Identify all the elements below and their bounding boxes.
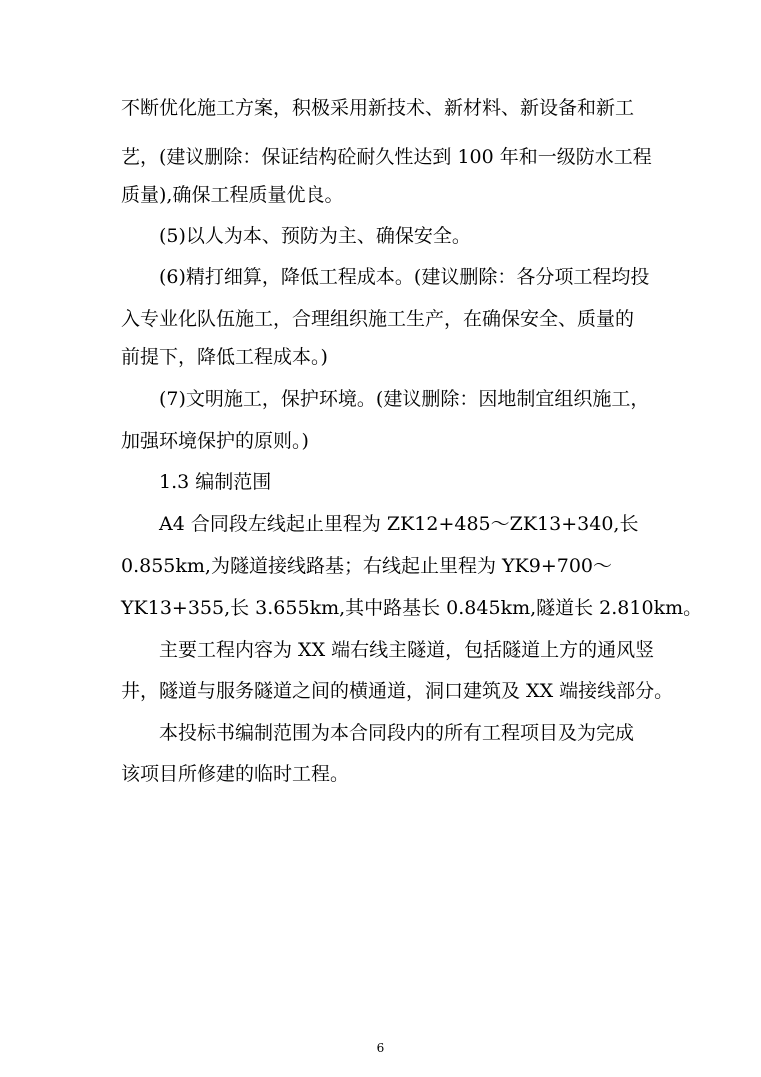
range-line-1: 本投标书编制范围为本合同段内的所有工程项目及为完成 bbox=[159, 722, 635, 744]
scope-line-2: 0.855km,为隧道接线路基；右线起止里程为 YK9+700～ bbox=[121, 555, 613, 577]
paragraph-line-3: 质量),确保工程质量优良。 bbox=[121, 184, 344, 206]
section-heading: 1.3 编制范围 bbox=[159, 471, 272, 493]
paragraph-line-1: 不断优化施工方案，积极采用新技术、新材料、新设备和新工 bbox=[121, 97, 635, 119]
item-5-line: (5)以人为本、预防为主、确保安全。 bbox=[159, 225, 471, 247]
content-line-1: 主要工程内容为 XX 端右线主隧道，包括隧道上方的通风竖 bbox=[159, 639, 655, 661]
scope-line-1: A4 合同段左线起止里程为 ZK12+485～ZK13+340,长 bbox=[159, 513, 639, 535]
item-6-line-2: 入专业化队伍施工，合理组织施工生产，在确保安全、质量的 bbox=[121, 308, 635, 330]
scope-line-3: YK13+355,长 3.655km,其中路基长 0.845km,隧道长 2.810km。 bbox=[121, 597, 703, 619]
item-7-line-1: (7)文明施工，保护环境。(建议删除：因地制宜组织施工， bbox=[159, 388, 650, 410]
paragraph-line-2: 艺，(建议删除：保证结构砼耐久性达到 100 年和一级防水工程 bbox=[121, 146, 652, 168]
item-7-line-2: 加强环境保护的原则。) bbox=[121, 430, 309, 452]
range-line-2: 该项目所修建的临时工程。 bbox=[121, 763, 350, 785]
content-line-2: 井，隧道与服务隧道之间的横通道，洞口建筑及 XX 端接线部分。 bbox=[121, 680, 674, 702]
item-6-line-1: (6)精打细算，降低工程成本。(建议删除：各分项工程均投 bbox=[159, 266, 650, 288]
item-6-line-3: 前提下，降低工程成本。) bbox=[121, 346, 328, 368]
page-number: 6 bbox=[376, 1041, 385, 1055]
